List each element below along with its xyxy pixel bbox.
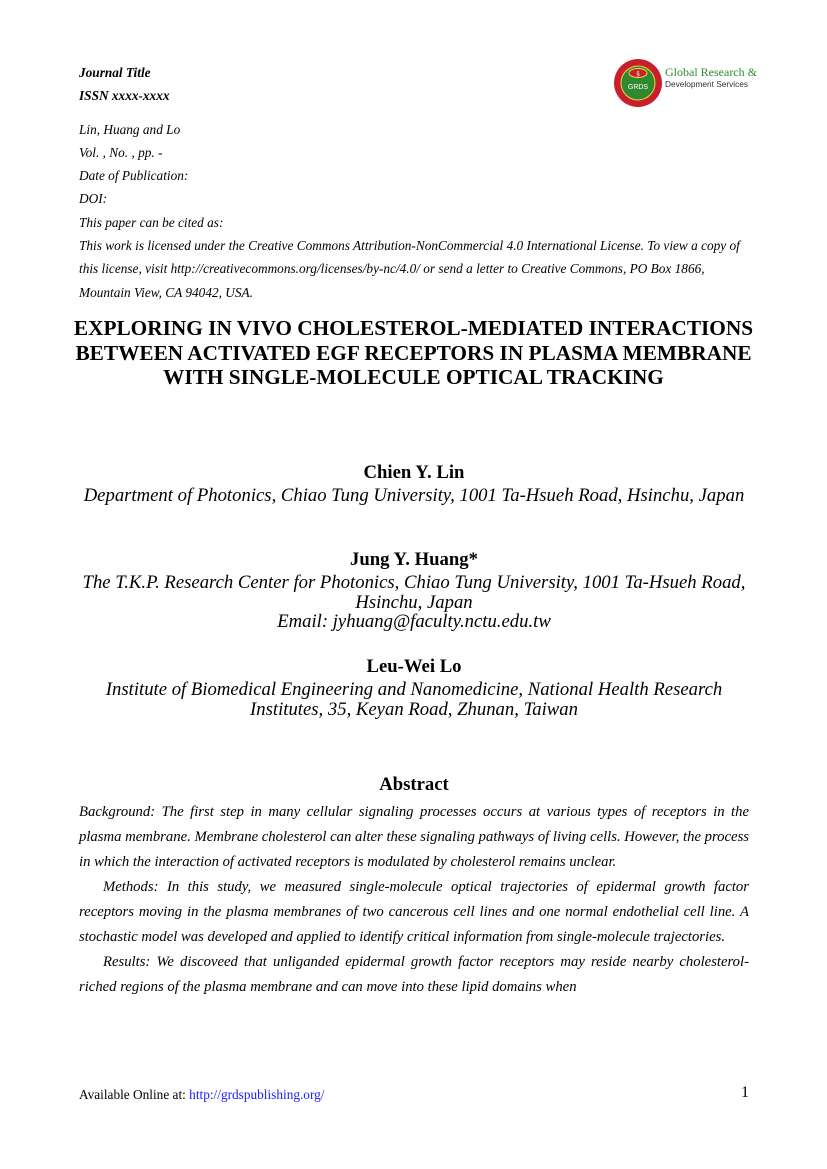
author-block-2: [79, 548, 749, 632]
abstract-body: [79, 800, 749, 1000]
logo-line2: Development Services: [665, 79, 749, 89]
volume-info: Vol. , No. , pp. -: [79, 144, 163, 160]
grds-logo: [613, 60, 763, 110]
author-affiliation: The T.K.P. Research Center for Photonics, Chiao Tung University, 1001 Ta-Hsueh Road, Hsinchu, Japan: [82, 572, 746, 613]
author-name: Chien Y. Lin: [363, 462, 465, 483]
author-email: Email: jyhuang@faculty.nctu.edu.tw: [277, 611, 551, 632]
abstract-heading: Abstract: [379, 774, 449, 795]
author-affiliation: Department of Photonics, Chiao Tung University, 1001 Ta-Hsueh Road, Hsinchu, Japan: [83, 485, 745, 506]
footer-url-link[interactable]: http://grdspublishing.org/: [189, 1087, 325, 1102]
svg-text:GRDS: GRDS: [627, 84, 649, 91]
publication-date: Date of Publication:: [79, 168, 189, 184]
logo-line1: Global Research &: [665, 65, 757, 79]
author-block-1: [79, 461, 749, 506]
authors-short: Lin, Huang and Lo: [79, 121, 181, 137]
author-block-3: [79, 655, 749, 719]
doi: DOI:: [79, 191, 108, 207]
grds-seal-icon: [613, 58, 665, 110]
logo-text: [665, 66, 757, 90]
author-name: Leu-Wei Lo: [366, 656, 462, 677]
author-name: Jung Y. Huang*: [350, 549, 478, 570]
issn: ISSN xxxx-xxxx: [79, 88, 170, 104]
footer-availability: [79, 1087, 325, 1103]
license-text: This work is licensed under the Creative Commons Attribution-NonCommercial 4.0 International License. To view a copy of this license, visit http://creativecommons.org/licenses/by-nc/4.0/ or send a letter to Creative Commons, PO Box 1866, Mountain View, CA 94042, USA.: [79, 238, 740, 300]
abstract-results: Results: We discoveed that unliganded epidermal growth factor receptors may reside nearby cholesterol-riched regions of the plasma membrane and can move into these lipid domains when: [79, 954, 749, 995]
svg-text:§: §: [636, 71, 640, 78]
abstract-methods: Methods: In this study, we measured single-molecule optical trajectories of epidermal growth factor receptors moving in the plasma membranes of two cancerous cell lines and one normal endothelial cell line. A stochastic model was developed and applied to identify critical information from single-molecule trajectories.: [79, 879, 749, 945]
paper-title: EXPLORING IN VIVO CHOLESTEROL-MEDIATED INTERACTIONS BETWEEN ACTIVATED EGF RECEPTORS IN PLASMA MEMBRANE WITH SINGLE-MOLECULE OPTICAL TRACKING: [73, 316, 754, 389]
abstract-background: Background: The first step in many cellular signaling processes occurs at various types of receptors in the plasma membrane. Membrane cholesterol can alter these signaling pathways of living cells. However, the process in which the interaction of activated receptors is modulated by cholesterol remains unclear.: [79, 804, 749, 870]
author-affiliation: Institute of Biomedical Engineering and Nanomedicine, National Health Research Institutes, 35, Keyan Road, Zhunan, Taiwan: [105, 679, 723, 720]
footer-label: Available Online at:: [79, 1087, 186, 1102]
journal-title: Journal Title: [79, 65, 151, 80]
citation-note: This paper can be cited as:: [79, 214, 224, 230]
page-number: 1: [741, 1084, 749, 1101]
